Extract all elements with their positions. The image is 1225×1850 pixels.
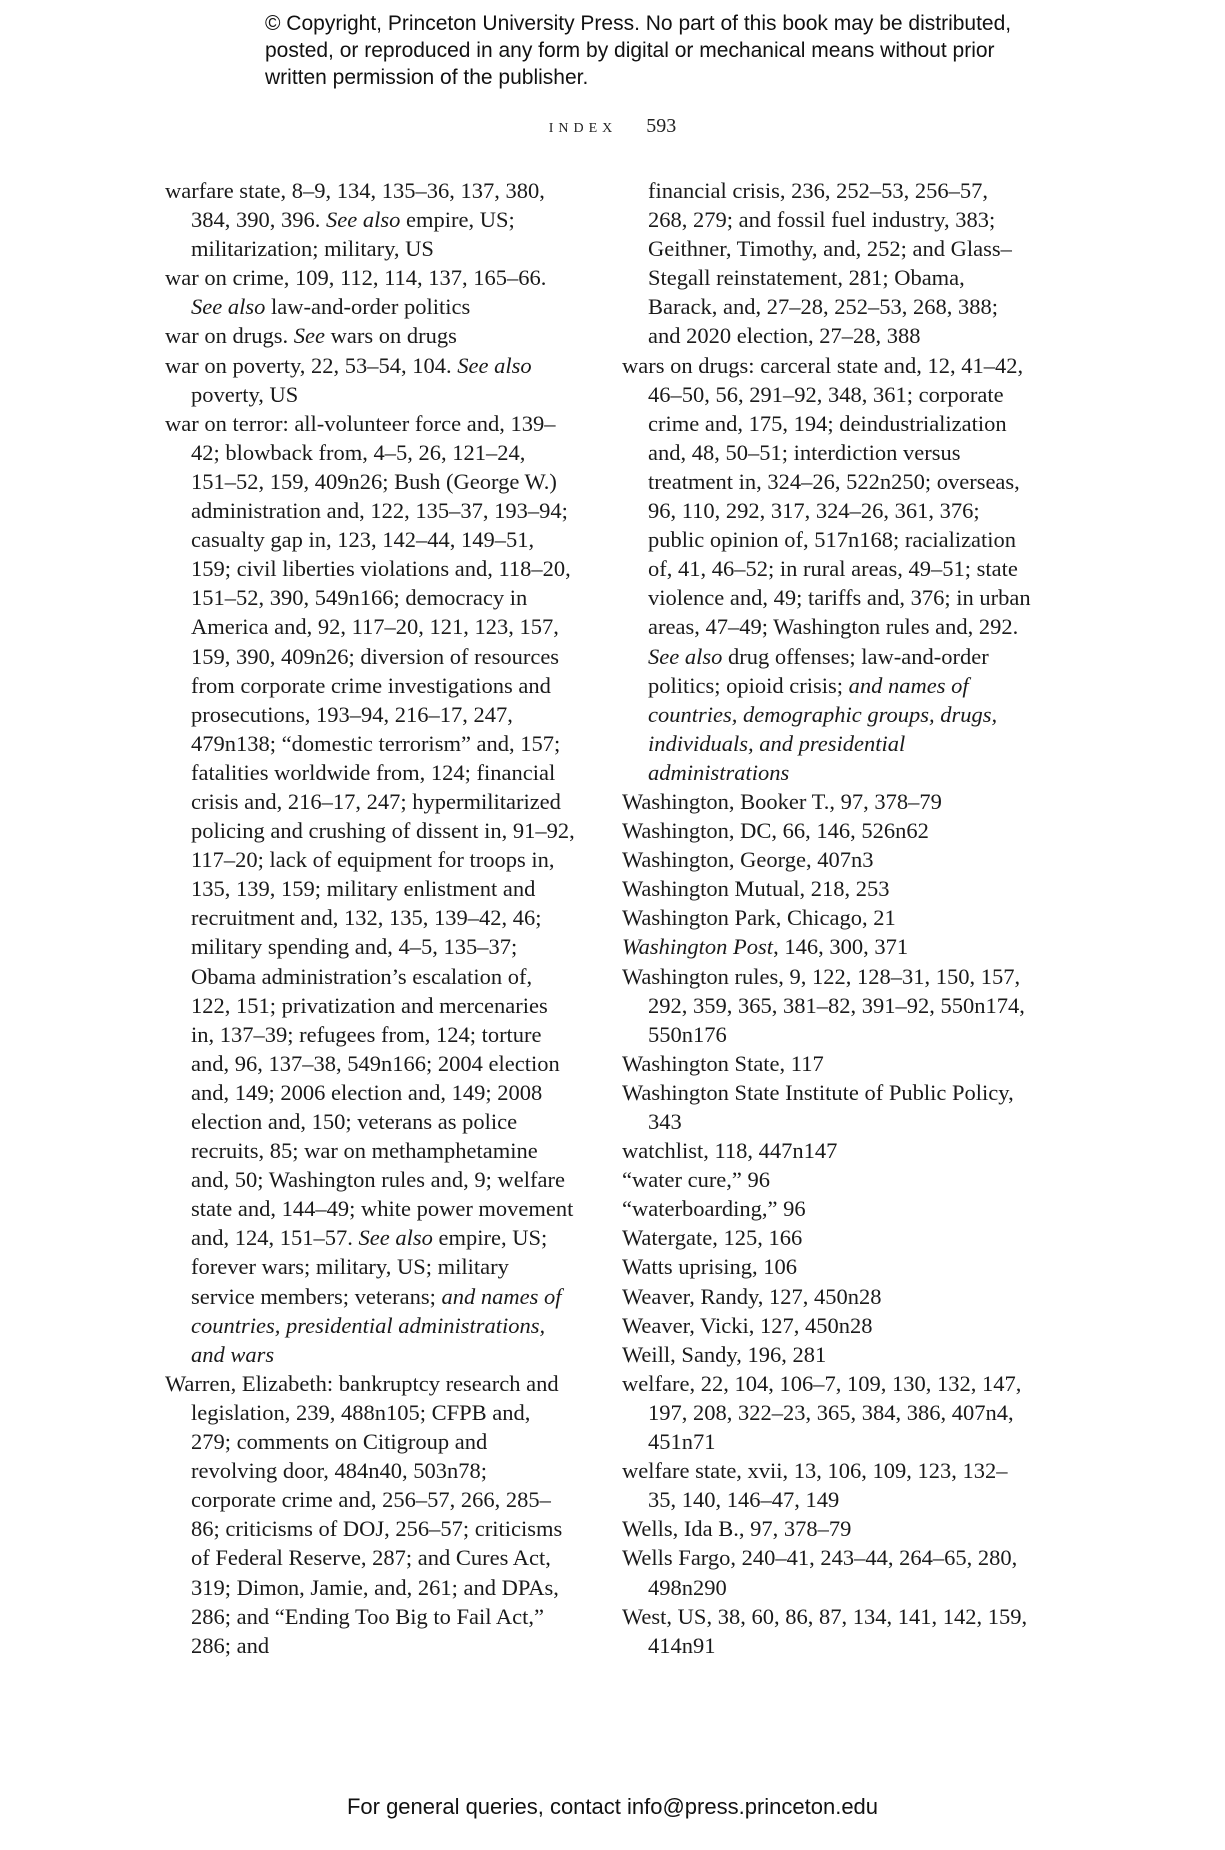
index-entry [622, 1543, 1032, 1601]
index-column-left [165, 176, 575, 1660]
index-entry-italic-text: See also [358, 1225, 433, 1251]
index-entry [165, 351, 575, 409]
index-entry [622, 1514, 1032, 1543]
index-entry-italic-text: See also [648, 643, 723, 669]
footer-contact: For general queries, contact info@press.princeton.edu [346, 1794, 879, 1819]
running-head-label: index [548, 115, 618, 137]
index-entry-text: Washington Mutual, 218, 253 [622, 876, 890, 902]
index-entry [622, 1136, 1032, 1165]
index-entry [622, 1282, 1032, 1311]
index-entry [165, 176, 575, 263]
index-entry-text: war on drugs. [165, 323, 294, 349]
index-entry-italic-text: See also [191, 294, 266, 320]
index-entry-text: law-and-order politics [265, 294, 471, 320]
index-entry-text: Warren, Elizabeth: bankruptcy research and legislation, 239, 488n105; CFPB and, 279; comments on Citigroup and revolving door, 484n40, 503n78; corporate crime and, 256–57, 266, 285–86; criticisms of DOJ, 256–57; criticisms of Federal Reserve, 287; and Cures Act, 319; Dimon, Jamie, and, 261; and DPAs, 286; and “Ending Too Big to Fail Act,” 286; and [165, 1370, 563, 1658]
index-entry-text: poverty, US [191, 381, 299, 407]
index-entry [622, 1223, 1032, 1252]
index-entry-text: Weill, Sandy, 196, 281 [622, 1341, 827, 1367]
index-entry [622, 962, 1032, 1049]
index-entry-text: empire, US; forever wars; military, US; military service members; veterans; [191, 1225, 548, 1309]
index-entry-text: financial crisis, 236, 252–53, 256–57, 268, 279; and fossil fuel industry, 383; Geithner, Timothy, and, 252; and Glass–Stegall reinstatement, 281; Obama, Barack, and, 27–28, 252–53, 268, 388; and 2020 election, 27–28, 388 [648, 178, 1012, 349]
index-entry-text: empire, US; militarization; military, US [191, 207, 515, 262]
index-entry [622, 874, 1032, 903]
index-entry-text: Wells Fargo, 240–41, 243–44, 264–65, 280, 498n290 [622, 1545, 1018, 1600]
index-entry-text: , 146, 300, 371 [773, 934, 909, 960]
index-entry-text: Washington, DC, 66, 146, 526n62 [622, 818, 929, 844]
index-entry [622, 787, 1032, 816]
index-entry-italic-text: See also [326, 207, 401, 233]
index-entry [622, 351, 1032, 787]
index-entry [622, 1311, 1032, 1340]
index-entry-text: drug offenses; law-and-order politics; opioid crisis; [648, 643, 989, 698]
index-entry [622, 1194, 1032, 1223]
index-entry-text: “waterboarding,” 96 [622, 1196, 806, 1222]
index-entry [165, 1369, 575, 1660]
index-entry-text: Washington, George, 407n3 [622, 847, 874, 873]
index-entry-text: welfare state, xvii, 13, 106, 109, 123, 132–35, 140, 146–47, 149 [622, 1458, 1008, 1513]
index-entry [622, 903, 1032, 932]
index-entry [622, 1369, 1032, 1456]
index-entry [165, 409, 575, 1369]
index-entry [622, 1340, 1032, 1369]
index-entry-italic-text: Washington Post [622, 934, 774, 960]
index-entry-text: warfare state, 8–9, 134, 135–36, 137, 380, 384, 390, 396. [165, 178, 545, 233]
index-entry-text: wars on drugs [324, 323, 457, 349]
index-entry [622, 816, 1032, 845]
index-entry [622, 1165, 1032, 1194]
index-entry-text: Washington State Institute of Public Policy, 343 [622, 1079, 1014, 1134]
index-entry [165, 321, 575, 350]
index-entry [622, 845, 1032, 874]
index-entry-text: Washington, Booker T., 97, 378–79 [622, 788, 942, 814]
index-entry [165, 263, 575, 321]
index-entry-text: Weaver, Vicki, 127, 450n28 [622, 1312, 873, 1338]
index-entry [622, 1252, 1032, 1281]
index-entry-text: war on terror: all-volunteer force and, 139–42; blowback from, 4–5, 26, 121–24, 151–52, 159, 409n26; Bush (George W.) administration and, 122, 135–37, 193–94; casualty gap in, 123, 142–44, 149–51, 159; civil liberties violations and, 118–20, 151–52, 390, 549n166; democracy in America and, 92, 117–20, 121, 123, 157, 159, 390, 409n26; diversion of resources from corporate crime investigations and prosecutions, 193–94, 216–17, 247, 479n138; “domestic terrorism” and, 157; fatalities worldwide from, 124; financial crisis and, 216–17, 247; hypermilitarized policing and crushing of dissent in, 91–92, 117–20; lack of equipment for troops in, 135, 139, 159; military enlistment and recruitment and, 132, 135, 139–42, 46; military spending and, 4–5, 135–37; Obama administration’s escalation of, 122, 151; privatization and mercenaries in, 137–39; refugees from, 124; torture and, 96, 137–38, 549n166; 2004 election and, 149; 2006 election and, 149; 2008 election and, 150; veterans as police recruits, 85; war on methamphetamine and, 50; Washington rules and, 9; welfare state and, 144–49; white power movement and, 124, 151–57. [165, 410, 575, 1251]
index-entry-text: Washington State, 117 [622, 1050, 824, 1076]
running-head [0, 115, 1225, 138]
index-entry-text: Watergate, 125, 166 [622, 1225, 803, 1251]
index-entry-continuation [622, 176, 1032, 351]
page-number: 593 [646, 115, 677, 137]
copyright-notice: © Copyright, Princeton University Press. No part of this book may be distributed, posted, or reproduced in any form by digital or mechanical means without prior written permission of the publisher. [265, 12, 1012, 89]
index-entry-italic-text: See also [457, 352, 532, 378]
index-entry [622, 932, 1032, 961]
index-entry-text: watchlist, 118, 447n147 [622, 1138, 838, 1164]
index-entry-text: welfare, 22, 104, 106–7, 109, 130, 132, 147, 197, 208, 322–23, 365, 384, 386, 407n4, 451n71 [622, 1370, 1022, 1455]
index-entry [622, 1078, 1032, 1136]
index-entry-text: Wells, Ida B., 97, 378–79 [622, 1516, 852, 1542]
index-entry-text: Washington Park, Chicago, 21 [622, 905, 896, 931]
index-entry-text: West, US, 38, 60, 86, 87, 134, 141, 142, 159, 414n91 [622, 1603, 1028, 1658]
index-entry-text: war on poverty, 22, 53–54, 104. [165, 352, 458, 378]
index-column-right [622, 176, 1032, 1660]
index-entry-text: Watts uprising, 106 [622, 1254, 798, 1280]
index-entry [622, 1049, 1032, 1078]
index-entry-text: Weaver, Randy, 127, 450n28 [622, 1283, 882, 1309]
index-entry-text: wars on drugs: carceral state and, 12, 41–42, 46–50, 56, 291–92, 348, 361; corporate crime and, 175, 194; deindustrialization and, 48, 50–51; interdiction versus treatment in, 324–26, 522n250; overseas, 96, 110, 292, 317, 324–26, 361, 376; public opinion of, 517n168; racialization of, 41, 46–52; in rural areas, 49–51; state violence and, 49; tariffs and, 376; in urban areas, 47–49; Washington rules and, 292. [622, 352, 1031, 640]
index-entry [622, 1456, 1032, 1514]
index-entry-text: “water cure,” 96 [622, 1167, 771, 1193]
index-entry-italic-text: and names of countries, demographic groups, drugs, individuals, and presidential administrations [648, 672, 998, 785]
index-entry-text: war on crime, 109, 112, 114, 137, 165–66. [165, 265, 547, 291]
index-entry [622, 1602, 1032, 1660]
index-entry-italic-text: and names of countries, presidential administrations, and wars [191, 1283, 562, 1367]
index-entry-italic-text: See [293, 323, 325, 349]
index-entry-text: Washington rules, 9, 122, 128–31, 150, 157, 292, 359, 365, 381–82, 391–92, 550n174, 550n176 [622, 963, 1025, 1047]
